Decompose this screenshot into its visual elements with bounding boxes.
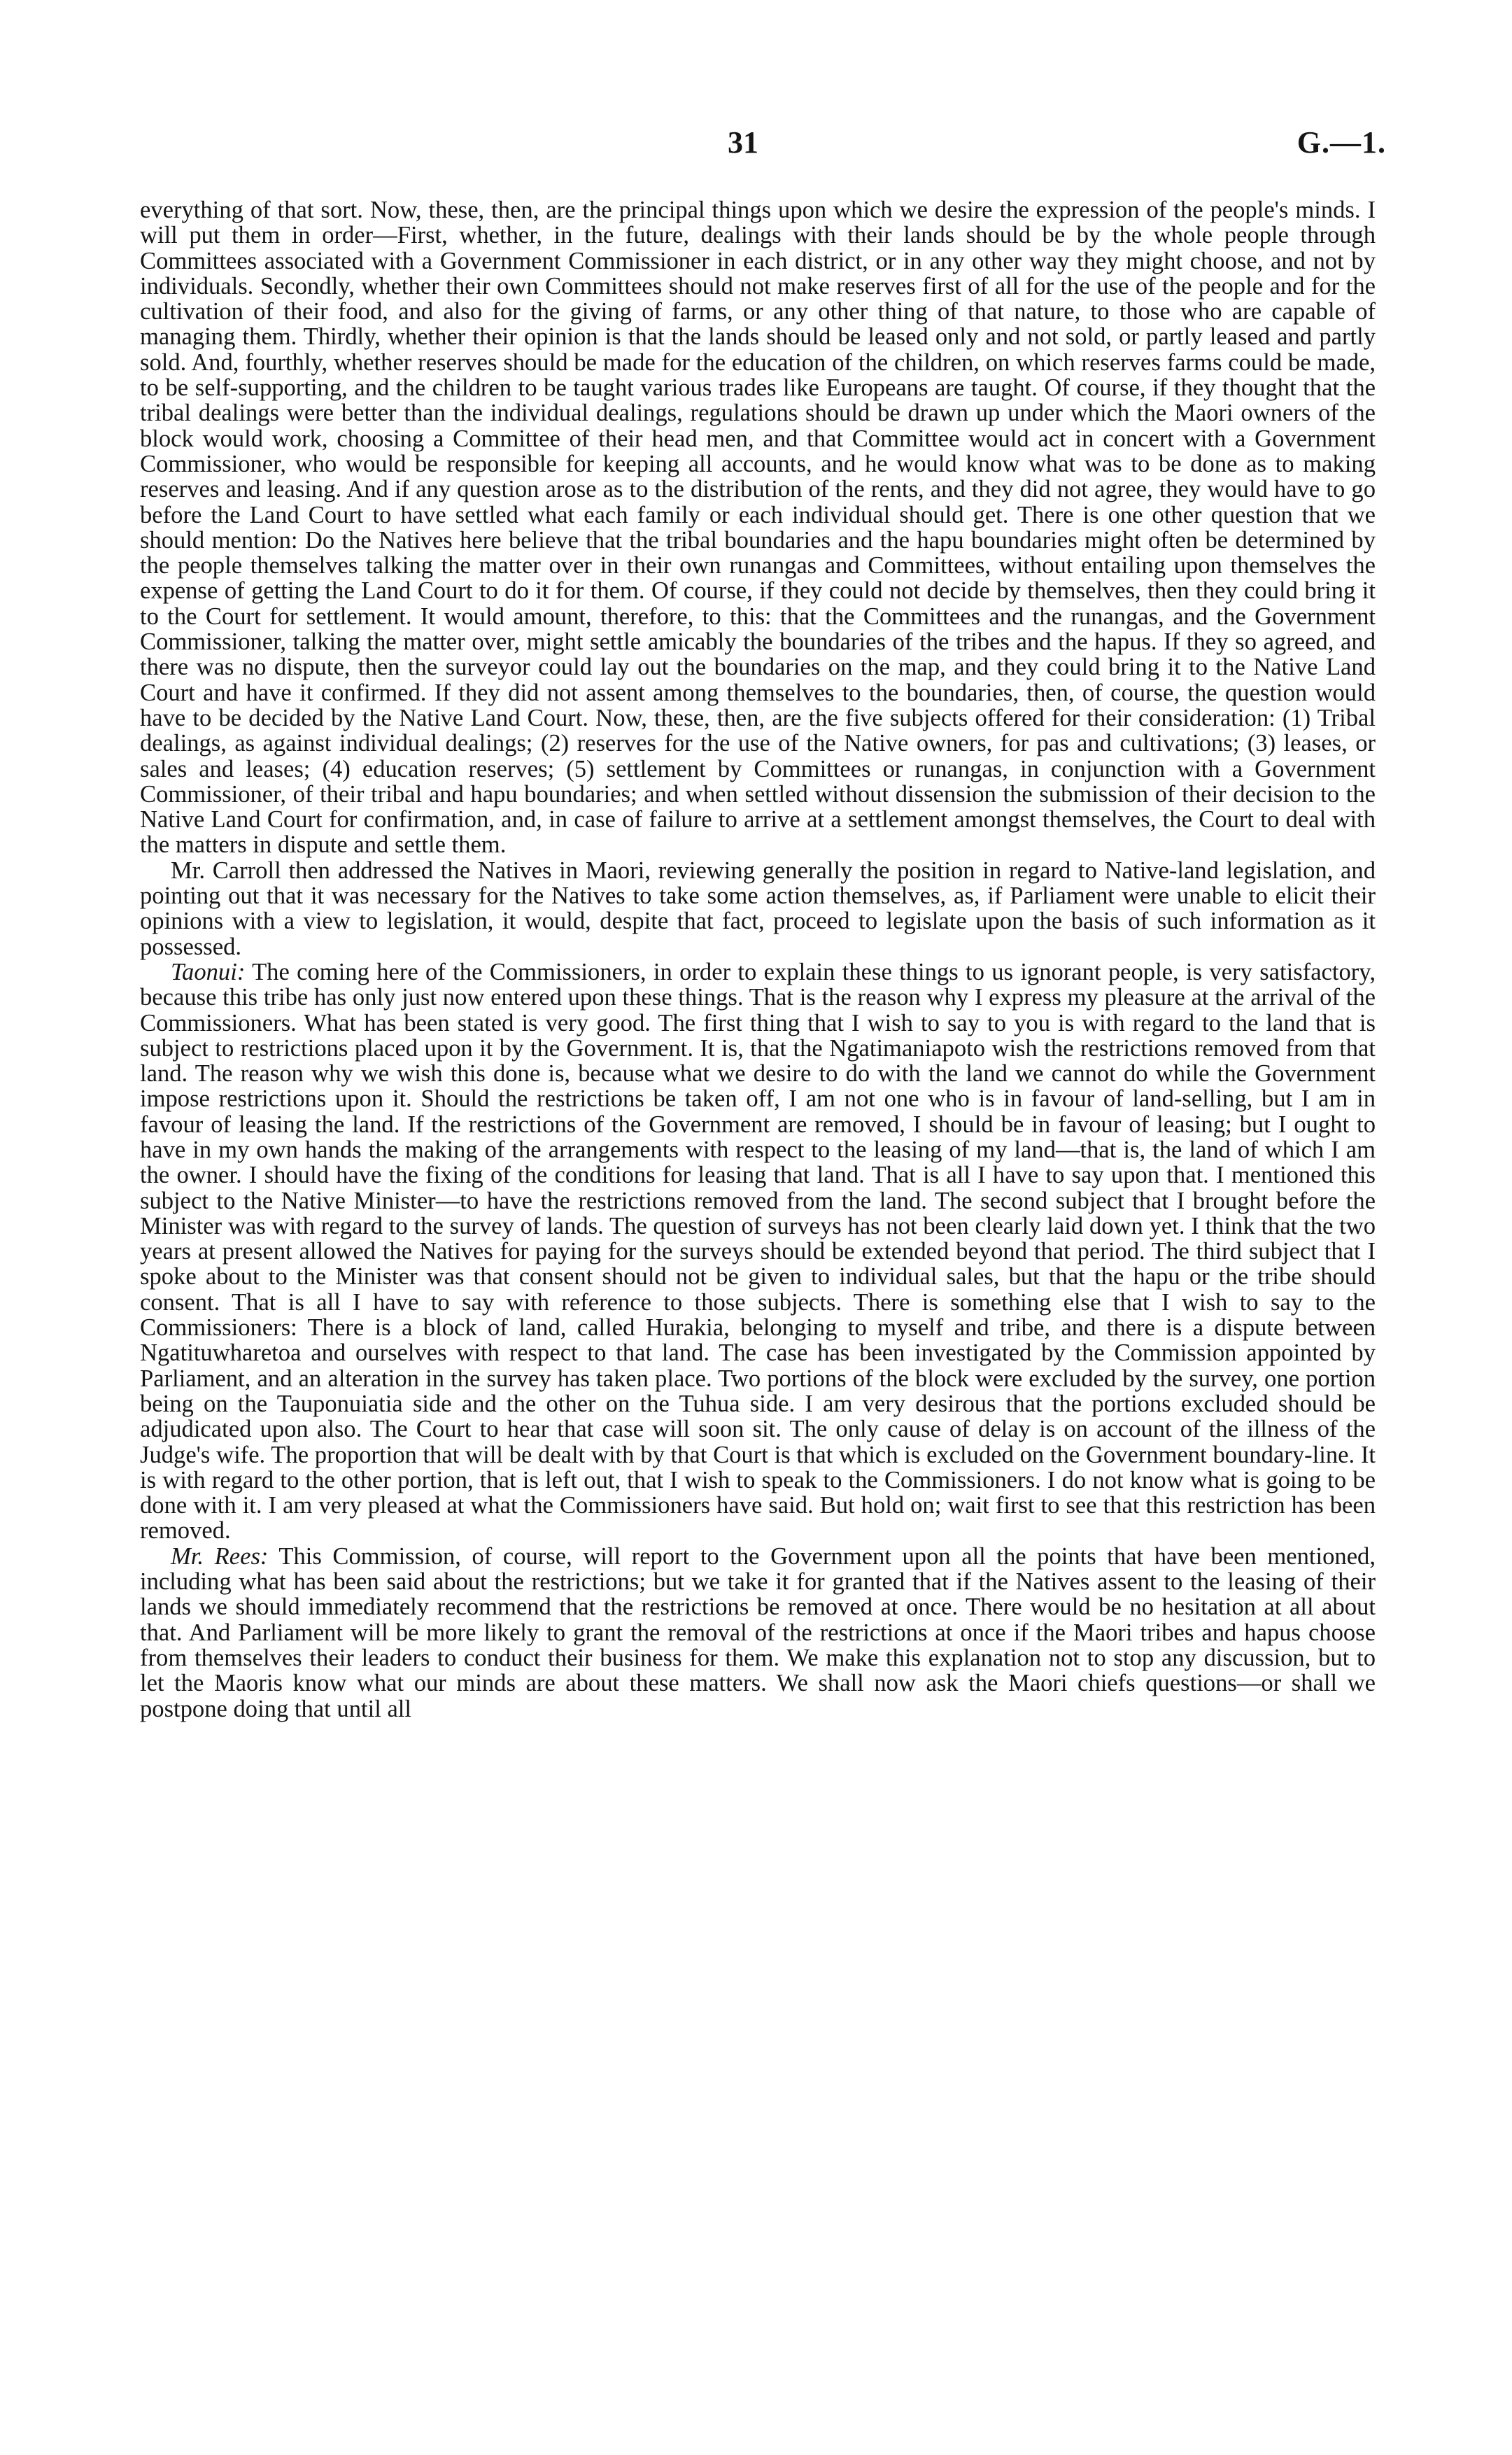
paragraph-text: This Commission, of course, will report to the Government upon all the points that have been mentioned, including what has been said about the restrictions; but we take it for granted that if the Natives assent to the leasing of their lands we should immediately recommend that the restrictions be removed at once. There would be no hesitation at all about that. And Parliament will be more likely to grant the removal of the restrictions at once if the Maori tribes and hapus choose from themselves their leaders to conduct their business for them. We make this explanation not to stop any discussion, but to let the Maoris know what our minds are about these matters. We shall now ask the Maori chiefs questions—or shall we postpone doing that until all [140, 1542, 1376, 1722]
page-number: 31 [728, 125, 758, 160]
paragraph-text: The coming here of the Commissioners, in order to explain these things to us ignorant people, is very satisfactory, because this tribe has only just now entered upon these things. That is the reason why I express my pleasure at the arrival of the Commissioners. What has been stated is very good. The first thing that I wish to say to you is with regard to the land that is subject to restrictions placed upon it by the Government. It is, that the Ngatimaniapoto wish the restrictions removed from that land. The reason why we wish this done is, because what we desire to do with the land we cannot do while the Government impose restrictions upon it. Should the restrictions be taken off, I am not one who is in favour of land-selling, but I am in favour of leasing the land. If the restrictions of the Government are removed, I should be in favour of leasing; but I ought to have in my own hands the making of the arrangements with respect to the leasing of my land—that is, the land of which I am the owner. I should have the fixing of the conditions for leasing that land. That is all I have to say upon that. I mentioned this subject to the Native Minister—to have the restrictions removed from the land. The second subject that I brought before the Minister was with regard to the survey of lands. The question of surveys has not been clearly laid down yet. I think that the two years at present allowed the Natives for paying for the surveys should be extended beyond that period. The third subject that I spoke about to the Minister was that consent should not be given to individual sales, but that the hapu or the tribe should consent. That is all I have to say with reference to those subjects. There is something else that I wish to say to the Commissioners: There is a block of land, called Hurakia, belonging to myself and tribe, and there is a dispute between Ngatituwharetoa and ourselves with respect to that land. The case has been investigated by the Commission appointed by Parliament, and an alteration in the survey has taken place. Two portions of the block were excluded by the survey, one portion being on the Tauponuiatia side and the other on the Tuhua side. I am very desirous that the portions excluded should be adjudicated upon also. The Court to hear that case will soon sit. The only cause of delay is on account of the illness of the Judge's wife. The proportion that will be dealt with by that Court is that which is excluded on the Government boundary-line. It is with regard to the other portion, that is left out, that I wish to speak to the Commissioners. I do not know what is going to be done with it. I am very pleased at what the Commissioners have said. But hold on; wait first to see that this restriction has been removed. [140, 958, 1376, 1545]
page-header [0, 125, 1512, 167]
speaker-name: Taonui: [171, 958, 246, 985]
paragraph-taonui-speech [140, 959, 1376, 1544]
body-text [140, 197, 1376, 1722]
paragraph-text: everything of that sort. Now, these, then, are the principal things upon which we desire the expression of the people's minds. I will put them in order—First, whether, in the future, dealings with their lands should be by the whole people through Committees associated with a Government Commissioner in each district, or in any other way they might choose, and not by individuals. Secondly, whether their own Committees should not make reserves first of all for the use of the people and for the cultivation of their food, and also for the giving of farms, or any other thing of that nature, to those who are capable of managing them. Thirdly, whether their opinion is that the lands should be leased only and not sold, or partly leased and partly sold. And, fourthly, whether reserves should be made for the education of the children, on which reserves farms could be made, to be self-supporting, and the children to be taught various trades like Europeans are taught. Of course, if they thought that the tribal dealings were better than the individual dealings, regulations should be drawn up under which the Maori owners of the block would work, choosing a Committee of their head men, and that Committee would act in concert with a Government Commissioner, who would be responsible for keeping all accounts, and he would know what was to be done as to making reserves and leasing. And if any question arose as to the distribution of the rents, and they did not agree, they would have to go before the Land Court to have settled what each family or each individual should get. There is one other question that we should mention: Do the Natives here believe that the tribal boundaries and the hapu boundaries might often be determined by the people themselves talking the matter over in their own runangas and Committees, without entailing upon themselves the expense of getting the Land Court to do it for them. Of course, if they could not decide by themselves, then they could bring it to the Court for settlement. It would amount, therefore, to this: that the Committees and the runangas, and the Government Commissioner, talking the matter over, might settle amicably the boundaries of the tribes and the hapus. If they so agreed, and there was no dispute, then the surveyor could lay out the boundaries on the map, and they could bring it to the Native Land Court and have it confirmed. If they did not assent among themselves to the boundaries, then, of course, the question would have to be decided by the Native Land Court. Now, these, then, are the five subjects offered for their consideration: (1) Tribal dealings, as against individual dealings; (2) reserves for the use of the Native owners, for pas and cultivations; (3) leases, or sales and leases; (4) education reserves; (5) settlement by Committees or runangas, in conjunction with a Government Commissioner, of their tribal and hapu boundaries; and when settled without dissension the submission of their decision to the Native Land Court for confirmation, and, in case of failure to arrive at a settlement amongst themselves, the Court to deal with the matters in dispute and settle them. [140, 197, 1376, 859]
paragraph-commissioner-statement [140, 197, 1376, 858]
paragraph-rees-speech [140, 1544, 1376, 1722]
document-code: G.—1. [1296, 125, 1386, 160]
paragraph-text: Mr. Carroll then addressed the Natives in Maori, reviewing generally the position in regard to Native-land legislation, and pointing out that it was necessary for the Natives to take some action themselves, as, if Parliament were unable to elicit their opinions with a view to legislation, it would, despite that fact, proceed to legislate upon the basis of such information as it possessed. [140, 857, 1376, 960]
speaker-name: Mr. Rees: [171, 1542, 269, 1570]
paragraph-carroll-address [140, 858, 1376, 959]
